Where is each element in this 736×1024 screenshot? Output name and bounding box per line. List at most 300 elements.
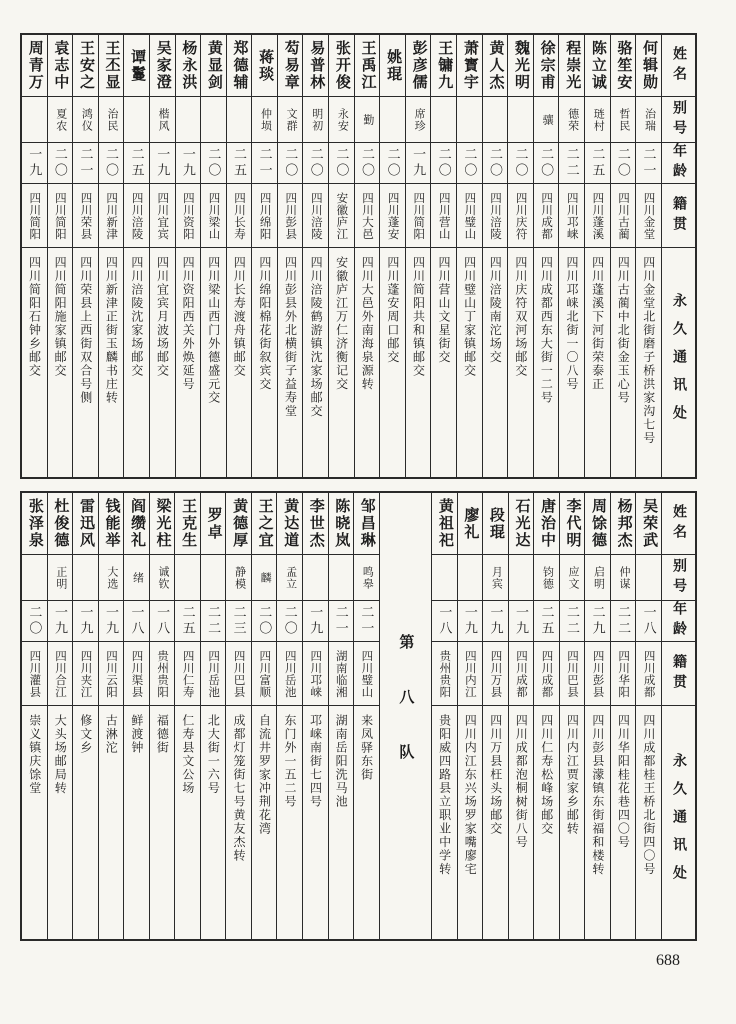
person-native-cell [354,642,379,706]
person-age: 二五 [539,605,555,637]
person-address: 贵阳威四路县立职业中学转 [437,714,452,876]
person-address: 四川成都桂王桥北街四〇号 [641,714,656,876]
person-age: 二五 [129,147,145,179]
person-age: 一九 [180,147,196,179]
person-alias: 静模 [233,565,246,590]
person-age-cell [175,601,200,642]
person-age-cell [73,143,98,184]
person-native-cell [380,184,405,248]
person-native: 四川宜宾 [156,191,169,240]
person-native: 贵州贵阳 [156,649,169,698]
person-column [379,35,405,477]
person-address-cell [124,248,149,477]
person-age: 二一 [257,147,273,179]
person-address: 四川资阳西关外焕延号 [181,256,196,391]
person-column [251,493,277,939]
header-cell-address [662,706,695,939]
person-name-cell [636,35,661,97]
person-age-cell [48,601,73,642]
roster-table-bottom [20,491,697,941]
person-address-cell [303,706,328,939]
person-name: 谭鬘 [129,48,146,83]
person-address: 四川华阳桂花巷四〇号 [616,714,631,849]
person-native: 四川夹江 [79,649,92,698]
person-age-cell [329,143,354,184]
person-address: 自流井罗家冲荆花湾 [257,714,272,836]
person-native-cell [150,642,175,706]
person-alias-cell [278,97,303,143]
person-address-cell [175,706,200,939]
person-native-cell [611,184,636,248]
person-alias-cell [22,555,47,601]
person-native: 四川云阳 [105,649,118,698]
person-name: 黄达道 [282,498,299,549]
person-name-cell [99,35,124,97]
person-address: 四川简阳施家镇邮交 [53,256,68,378]
person-name: 唐治中 [538,498,555,549]
person-native-cell [483,642,508,706]
person-address: 四川彭县外北横街子益寿堂 [283,256,298,418]
person-name: 骆笙安 [615,40,632,91]
person-age: 二〇 [283,147,299,179]
person-address: 崇义镇庆馀堂 [27,714,42,795]
person-age-cell [303,143,328,184]
person-native-cell [508,184,533,248]
person-age: 二一 [359,605,375,637]
person-address-cell [201,706,226,939]
person-alias: 哲民 [617,107,630,132]
person-age-cell [252,143,277,184]
person-age: 二二 [565,605,581,637]
person-alias: 应文 [566,565,579,590]
header-cell-name [662,493,695,555]
person-column [584,493,610,939]
person-address-cell [73,706,98,939]
person-native-cell [559,184,584,248]
person-native-cell [48,642,73,706]
person-name-cell [585,35,610,97]
person-name-cell [176,35,201,97]
header-native-label: 籍贯 [670,195,686,236]
person-age: 二九 [590,605,606,637]
person-column [482,35,508,477]
person-column [200,35,226,477]
person-alias-cell [534,97,559,143]
person-age-cell [48,143,73,184]
person-native-cell [432,642,457,706]
person-name: 段琨 [487,506,504,541]
person-age-cell [585,143,610,184]
person-alias-cell [611,97,636,143]
person-age-cell [585,601,610,642]
person-address: 四川蓬安周口邮交 [385,256,400,364]
header-native-label: 籍贯 [670,653,686,694]
person-address: 修文乡 [78,714,93,755]
person-address: 鲜渡钟 [129,714,144,755]
person-native-cell [175,642,200,706]
person-native: 四川资阳 [181,191,194,240]
person-alias-cell [150,97,175,143]
person-name: 杜俊德 [52,498,69,549]
person-native: 四川营山 [437,191,450,240]
person-address: 四川璧山丁家镇邮交 [462,256,477,378]
person-address-cell [329,706,354,939]
person-address-cell [457,248,482,477]
header-cell-alias [662,555,695,601]
person-name-cell [329,35,354,97]
person-age-cell [534,601,559,642]
page-number: 688 [656,952,680,969]
person-native: 四川彭县 [591,649,604,698]
person-name-cell [73,493,98,555]
person-name: 邹昌琳 [358,498,375,549]
person-native: 四川成都 [540,649,553,698]
person-native-cell [73,184,98,248]
person-address: 四川金堂北街磨子桥洪家沟七号 [641,256,656,445]
person-age-cell [303,601,328,642]
header-address-label: 永久通讯处 [670,292,686,433]
person-column [635,35,661,477]
person-column [635,493,661,939]
person-name-cell [124,35,149,97]
person-name: 魏光明 [513,40,530,91]
person-native: 四川成都 [514,649,527,698]
person-name-cell [150,35,175,97]
person-native-cell [406,184,431,248]
person-name: 彭彦儒 [410,40,427,91]
person-native-cell [278,184,303,248]
person-alias-cell [329,555,354,601]
person-age-cell [431,143,456,184]
person-native: 四川邛崃 [309,649,322,698]
person-address-cell [534,706,559,939]
person-name: 周馀德 [590,498,607,549]
person-alias-cell [509,555,534,601]
person-address-cell [508,248,533,477]
person-native-cell [534,184,559,248]
person-column [456,35,482,477]
person-native: 四川成都 [540,191,553,240]
person-native: 四川涪陵 [309,191,322,240]
person-native-cell [534,642,559,706]
person-column [302,493,328,939]
person-native-cell [560,642,585,706]
person-name: 芶易章 [282,40,299,91]
person-alias: 钧德 [541,565,554,590]
person-column [123,493,149,939]
person-age-cell [99,601,124,642]
header-cell-native [662,184,695,248]
person-native: 四川成都 [642,649,655,698]
person-address: 四川绵阳棉花街叙宾交 [257,256,272,391]
person-native-cell [227,184,252,248]
person-name-cell [559,35,584,97]
person-alias-cell [252,555,277,601]
person-alias-cell [99,97,124,143]
person-alias-cell [406,97,431,143]
person-alias-cell [636,97,661,143]
person-alias: 文群 [285,107,298,132]
person-address-cell [329,248,354,477]
person-native: 四川蓬安 [386,191,399,240]
person-name-cell [380,35,405,97]
person-name: 何辑勋 [641,40,657,91]
person-name: 萧寳宇 [461,40,478,91]
person-age-cell [534,143,559,184]
person-address-cell [636,248,661,477]
person-native-cell [150,184,175,248]
person-address: 四川内江贾家乡邮转 [565,714,580,836]
person-name: 李世杰 [307,498,324,549]
person-native-cell [431,184,456,248]
header-alias-label: 别号 [670,557,686,598]
person-name-cell [252,493,277,555]
person-age-cell [150,601,175,642]
person-name-cell [227,35,252,97]
person-address-cell [73,248,98,477]
person-age-cell [560,601,585,642]
person-alias: 鸣皋 [361,565,374,590]
person-age-cell [458,601,483,642]
person-native: 四川涪陵 [488,191,501,240]
person-column [405,35,431,477]
person-native: 四川邛崃 [565,191,578,240]
person-column [430,35,456,477]
person-age: 一九 [27,147,43,179]
person-column [533,35,559,477]
person-native: 四川璧山 [360,649,373,698]
person-address: 福德街 [155,714,170,755]
person-age-cell [22,601,47,642]
person-column [22,35,47,477]
header-cell-age [662,143,695,184]
person-age-cell [611,601,636,642]
person-native: 湖南临湘 [334,649,347,698]
person-age-cell [278,143,303,184]
person-column [559,493,585,939]
person-name-cell [201,35,226,97]
person-alias: 绪 [131,571,144,584]
person-alias-cell [483,555,508,601]
person-native-cell [355,184,380,248]
person-native-cell [329,184,354,248]
person-name: 钱能举 [103,498,120,549]
person-address-cell [277,706,302,939]
person-age-cell [636,601,661,642]
person-name: 杨邦杰 [615,498,632,549]
person-alias: 启明 [592,565,605,590]
person-column [354,35,380,477]
person-native-cell [303,184,328,248]
person-address: 东门外一五二号 [283,714,297,809]
person-native-cell [585,184,610,248]
person-column [225,493,251,939]
person-address-cell [431,248,456,477]
person-age: 一九 [104,605,119,637]
person-native-cell [636,642,661,706]
person-native: 四川涪陵 [130,191,143,240]
person-name: 吴荣武 [641,498,658,549]
person-age: 二〇 [52,147,68,179]
person-age-cell [509,601,534,642]
person-age: 二〇 [282,605,298,637]
person-column [47,493,73,939]
person-native: 四川简阳 [412,191,425,240]
person-alias: 治民 [105,107,118,132]
person-name: 蒋琰 [257,48,274,83]
person-alias-cell [73,97,98,143]
person-name-cell [175,493,200,555]
person-age-cell [329,601,354,642]
person-age: 二〇 [487,147,503,179]
header-name-label: 姓名 [670,503,686,544]
person-name-cell [458,493,483,555]
person-age-cell [150,143,175,184]
person-alias-cell [380,97,405,143]
person-name: 黄显剑 [205,40,222,91]
person-alias: 夏农 [54,107,67,132]
person-age: 一九 [488,605,504,637]
person-alias-cell [226,555,251,601]
person-alias: 勤 [361,113,374,126]
person-age-cell [636,143,661,184]
person-address-cell [483,248,508,477]
person-native: 四川万县 [489,649,502,698]
person-column [149,35,175,477]
person-alias-cell [48,555,73,601]
person-address-cell [560,706,585,939]
person-address-cell [48,248,73,477]
person-alias: 诚钦 [156,565,169,590]
person-native: 四川梁山 [207,191,220,240]
person-alias-cell [560,555,585,601]
person-age: 二一 [78,147,94,179]
person-alias-cell [201,555,226,601]
person-address: 四川新津正街玉麟书庄转 [104,256,119,405]
person-alias: 仲谋 [618,565,631,590]
person-address-cell [48,706,73,939]
person-column [328,493,354,939]
person-address: 四川简阳石钟乡邮交 [27,256,42,378]
person-age-cell [483,143,508,184]
person-name: 陈晓岚 [333,498,350,549]
person-alias-cell [201,97,226,143]
person-native-cell [124,642,149,706]
person-address-cell [380,248,405,477]
person-alias-cell [585,555,610,601]
person-native-cell [483,184,508,248]
person-alias-cell [124,555,149,601]
person-name-cell [432,493,457,555]
person-age: 二一 [333,605,349,637]
person-native-cell [458,642,483,706]
person-native-cell [329,642,354,706]
person-address: 四川成都西东大街一二号 [539,256,554,405]
person-alias-cell [432,555,457,601]
person-name: 郑德辅 [231,40,248,91]
person-alias: 琏村 [592,107,605,132]
person-name: 王安之 [77,40,94,91]
person-address-cell [124,706,149,939]
person-alias: 明初 [310,107,323,132]
person-name: 周青万 [26,40,43,91]
person-age: 二〇 [359,147,375,179]
person-alias-cell [48,97,73,143]
person-address-cell [303,248,328,477]
person-native-cell [611,642,636,706]
section-divider-label: 第八队 [397,633,414,799]
person-address: 四川彭县濛镇东街福和楼转 [590,714,605,876]
person-column [508,493,534,939]
person-name-cell [303,493,328,555]
person-alias: 德荣 [566,107,579,132]
person-alias: 正明 [54,565,67,590]
person-alias-cell [534,555,559,601]
person-alias: 鸿仪 [80,107,93,132]
person-alias-cell [227,97,252,143]
person-column [277,35,303,477]
header-address-label: 永久通讯处 [670,752,686,893]
person-address: 安徽庐江万仁济衡记交 [334,256,349,391]
person-name-cell [406,35,431,97]
person-name-cell [483,493,508,555]
person-address-cell [354,706,379,939]
person-age-cell [354,601,379,642]
person-column [328,35,354,477]
person-name-cell [611,35,636,97]
header-cell-native [662,642,695,706]
person-native-cell [73,642,98,706]
person-native: 四川大邑 [361,191,373,240]
person-age: 二〇 [462,147,478,179]
person-name-cell [534,35,559,97]
person-address-cell [534,248,559,477]
person-address: 四川大邑外南海泉源转 [360,256,375,391]
person-name: 黄祖祀 [436,498,453,549]
person-column [200,493,226,939]
person-address: 四川内江东兴场罗家嘴廖宅 [463,714,478,876]
person-name: 黄人杰 [487,40,504,91]
person-age-cell [611,143,636,184]
person-column [72,35,98,477]
person-address-cell [22,706,47,939]
person-native: 四川蓬溪 [591,191,604,240]
person-age-cell [201,143,226,184]
person-name: 阎缵礼 [129,498,146,549]
person-address-cell [355,248,380,477]
person-alias-cell [457,97,482,143]
person-age-cell [380,143,405,184]
person-column [149,493,175,939]
person-age: 一九 [411,147,427,179]
person-native: 四川岳池 [207,649,220,698]
person-address: 四川邛崃北街一〇八号 [565,256,580,391]
person-age: 一九 [462,605,478,637]
person-address-cell [406,248,431,477]
person-native: 四川简阳 [53,191,66,240]
person-column [558,35,584,477]
person-alias-cell [458,555,483,601]
person-name-cell [48,35,73,97]
header-age-label: 年龄 [670,601,686,641]
person-name-cell [585,493,610,555]
person-age: 二二 [206,605,222,637]
person-native-cell [457,184,482,248]
person-native: 四川新津 [105,191,118,240]
person-alias-cell [559,97,584,143]
person-age-cell [226,601,251,642]
person-address-cell [201,248,226,477]
